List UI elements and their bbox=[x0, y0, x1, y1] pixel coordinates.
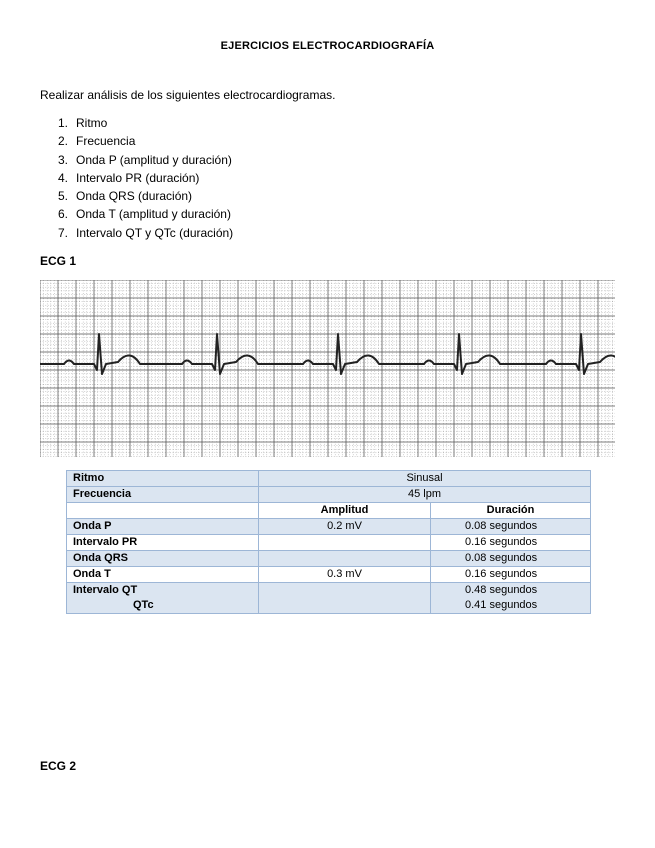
ecg1-results-table bbox=[66, 470, 591, 614]
table-row bbox=[67, 551, 591, 567]
p-wave-label: Onda P bbox=[67, 519, 259, 535]
table-row bbox=[67, 535, 591, 551]
list-item-text: Intervalo PR (duración) bbox=[76, 170, 200, 185]
list-item-text: Onda QRS (duración) bbox=[76, 189, 193, 204]
table-row bbox=[67, 583, 591, 614]
list-item bbox=[58, 187, 233, 205]
list-item bbox=[58, 169, 233, 187]
t-wave-amplitude: 0.3 mV bbox=[259, 567, 431, 583]
pr-interval-duration: 0.16 segundos bbox=[431, 535, 591, 551]
page-title: EJERCICIOS ELECTROCARDIOGRAFÍA bbox=[220, 40, 435, 52]
qtc-label: QTc bbox=[133, 599, 154, 611]
qrs-duration: 0.08 segundos bbox=[431, 551, 591, 567]
list-item bbox=[58, 114, 233, 132]
list-number: 7. bbox=[58, 225, 69, 240]
instructions-text: Realizar análisis de los siguientes electrocardiogramas. bbox=[40, 88, 336, 102]
rate-value: 45 lpm bbox=[259, 487, 591, 503]
analysis-steps-list bbox=[58, 114, 233, 242]
list-item bbox=[58, 151, 233, 169]
ecg-grid bbox=[40, 280, 615, 457]
list-item-text: Onda T (amplitud y duración) bbox=[76, 207, 231, 222]
t-wave-duration: 0.16 segundos bbox=[431, 567, 591, 583]
list-number: 2. bbox=[58, 134, 69, 149]
empty-cell bbox=[259, 551, 431, 567]
table-row bbox=[67, 487, 591, 503]
qt-interval-duration: 0.48 segundos bbox=[465, 584, 538, 596]
pr-interval-label: Intervalo PR bbox=[67, 535, 259, 551]
p-wave-amplitude: 0.2 mV bbox=[259, 519, 431, 535]
list-item bbox=[58, 224, 233, 242]
qt-durations-cell bbox=[431, 583, 591, 614]
ecg2-label: ECG 2 bbox=[40, 759, 77, 773]
column-header-amplitude: Amplitud bbox=[259, 503, 431, 519]
qtc-duration: 0.41 segundos bbox=[465, 599, 538, 611]
list-number: 4. bbox=[58, 170, 69, 185]
t-wave-label: Onda T bbox=[67, 567, 259, 583]
table-header-row bbox=[67, 503, 591, 519]
list-item bbox=[58, 205, 233, 223]
list-item-text: Onda P (amplitud y duración) bbox=[76, 152, 232, 167]
list-item-text: Ritmo bbox=[76, 116, 108, 130]
table-row bbox=[67, 471, 591, 487]
empty-cell bbox=[259, 583, 431, 614]
rhythm-label: Ritmo bbox=[67, 471, 259, 487]
table-row bbox=[67, 567, 591, 583]
rate-label: Frecuencia bbox=[67, 487, 259, 503]
list-item-text: Frecuencia bbox=[76, 134, 136, 149]
list-number: 5. bbox=[58, 189, 69, 204]
table-row bbox=[67, 519, 591, 535]
qrs-label: Onda QRS bbox=[67, 551, 259, 567]
empty-cell bbox=[259, 535, 431, 551]
p-wave-duration: 0.08 segundos bbox=[431, 519, 591, 535]
list-number: 6. bbox=[58, 207, 69, 222]
list-number: 1. bbox=[58, 116, 69, 130]
rhythm-value: Sinusal bbox=[259, 471, 591, 487]
list-item bbox=[58, 132, 233, 150]
qt-interval-label: Intervalo QT bbox=[73, 584, 138, 596]
list-item-text: Intervalo QT y QTc (duración) bbox=[76, 225, 234, 240]
ecg1-label: ECG 1 bbox=[40, 254, 77, 268]
empty-cell bbox=[67, 503, 259, 519]
column-header-duration: Duración bbox=[431, 503, 591, 519]
qt-labels-cell bbox=[67, 583, 259, 614]
list-number: 3. bbox=[58, 152, 69, 167]
ecg1-strip-image bbox=[40, 280, 615, 457]
